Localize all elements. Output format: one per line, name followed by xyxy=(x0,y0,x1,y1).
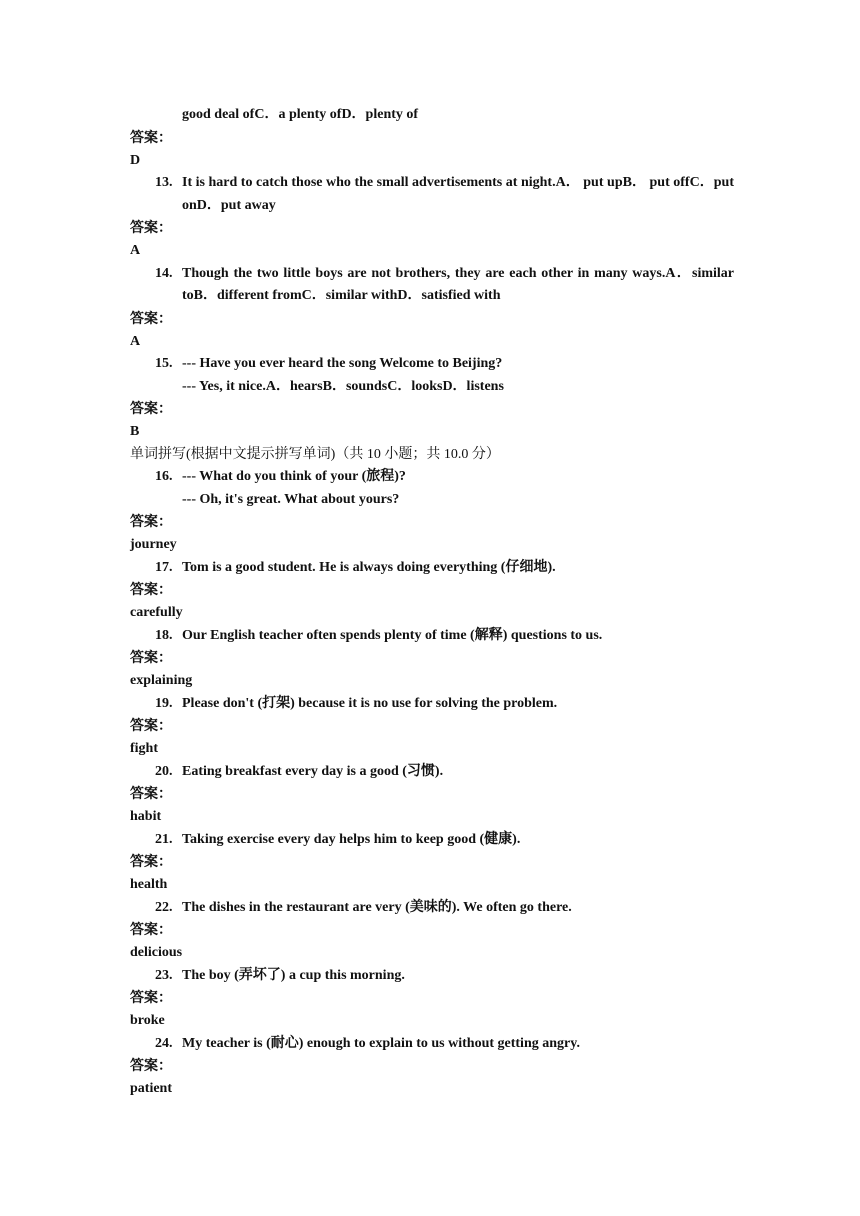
document-page xyxy=(130,104,734,1101)
question-item xyxy=(130,829,734,852)
question-item xyxy=(130,1033,734,1056)
question-number: 20. xyxy=(155,763,173,779)
answer-value: patient xyxy=(130,1081,172,1096)
answer-label: 答案： xyxy=(130,787,172,802)
question-text: My teacher is (耐心) enough to explain to us without getting angry. xyxy=(182,1035,580,1051)
answer-label: 答案： xyxy=(130,402,172,417)
question-text: Taking exercise every day helps him to keep good (健康). xyxy=(182,831,521,847)
question-number: 16. xyxy=(155,469,173,484)
question-text: Tom is a good student. He is always doing everything (仔细地). xyxy=(182,559,556,575)
answer-value: delicious xyxy=(130,945,183,960)
question-number: 22. xyxy=(155,899,173,915)
answer-value: A xyxy=(130,333,141,349)
answer-label: 答案： xyxy=(130,1059,172,1074)
question-text-line2: --- Yes, it nice.A．hearsB．soundsC．looksD．listens xyxy=(182,378,504,394)
answer-value: explaining xyxy=(130,673,193,688)
answer-value: carefully xyxy=(130,605,183,620)
answer-value: health xyxy=(130,877,168,892)
question-number: 21. xyxy=(155,831,173,847)
answer-label: 答案： xyxy=(130,311,172,327)
question-text-line2: --- Oh, it's great. What about yours? xyxy=(182,491,400,507)
question-item xyxy=(130,897,734,920)
answer-value: fight xyxy=(130,741,158,756)
question-number: 19. xyxy=(155,695,173,711)
question-item xyxy=(130,263,734,308)
question-number: 15. xyxy=(155,356,173,371)
question-text: --- Have you ever heard the song Welcome to Beijing? xyxy=(182,356,503,371)
answer-label: 答案： xyxy=(130,221,172,236)
answer-value: habit xyxy=(130,809,162,824)
question-item xyxy=(130,466,734,511)
question-text: It is hard to catch those who the small advertisements at night.A． put upB． put offC．put onD．put away xyxy=(182,175,734,213)
answer-label: 答案： xyxy=(130,991,172,1006)
answer-label: 答案： xyxy=(130,583,172,598)
question-item xyxy=(130,965,734,988)
question-text: Our English teacher often spends plenty of time (解释) questions to us. xyxy=(182,627,603,643)
question-number: 14. xyxy=(155,265,173,281)
question-12-continuation: good deal ofC．a plenty ofD．plenty of xyxy=(182,107,419,122)
question-number: 23. xyxy=(155,967,173,983)
question-text: Eating breakfast every day is a good (习惯). xyxy=(182,763,444,779)
answer-label: 答案： xyxy=(130,130,172,146)
answer-label: 答案： xyxy=(130,923,172,938)
answer-value: A xyxy=(130,243,141,258)
answer-label: 答案： xyxy=(130,515,172,530)
answer-value: B xyxy=(130,424,140,439)
question-item xyxy=(130,557,734,580)
question-item xyxy=(130,172,734,217)
question-number: 17. xyxy=(155,559,173,575)
answer-value: journey xyxy=(130,537,177,552)
question-number: 18. xyxy=(155,627,173,643)
question-item xyxy=(130,693,734,716)
section-heading: 单词拼写(根据中文提示拼写单词)（共 10 小题；共 10.0 分） xyxy=(130,446,500,462)
answer-value: D xyxy=(130,152,141,168)
answer-label: 答案： xyxy=(130,651,172,666)
answer-label: 答案： xyxy=(130,855,172,870)
question-text: Though the two little boys are not brothers, they are each other in many ways.A．similar toB．different fromC．similar withD．satisfied with xyxy=(182,265,734,303)
question-item xyxy=(130,761,734,784)
question-text: --- What do you think of your (旅程)? xyxy=(182,469,406,484)
question-number: 13. xyxy=(155,175,173,190)
question-text: The dishes in the restaurant are very (美味的). We often go there. xyxy=(182,899,572,915)
answer-label: 答案： xyxy=(130,719,172,734)
question-text: The boy (弄坏了) a cup this morning. xyxy=(182,967,405,983)
answer-value: broke xyxy=(130,1013,165,1028)
question-item xyxy=(130,625,734,648)
question-item xyxy=(130,353,734,398)
question-text: Please don't (打架) because it is no use for solving the problem. xyxy=(182,695,558,711)
question-number: 24. xyxy=(155,1035,173,1051)
